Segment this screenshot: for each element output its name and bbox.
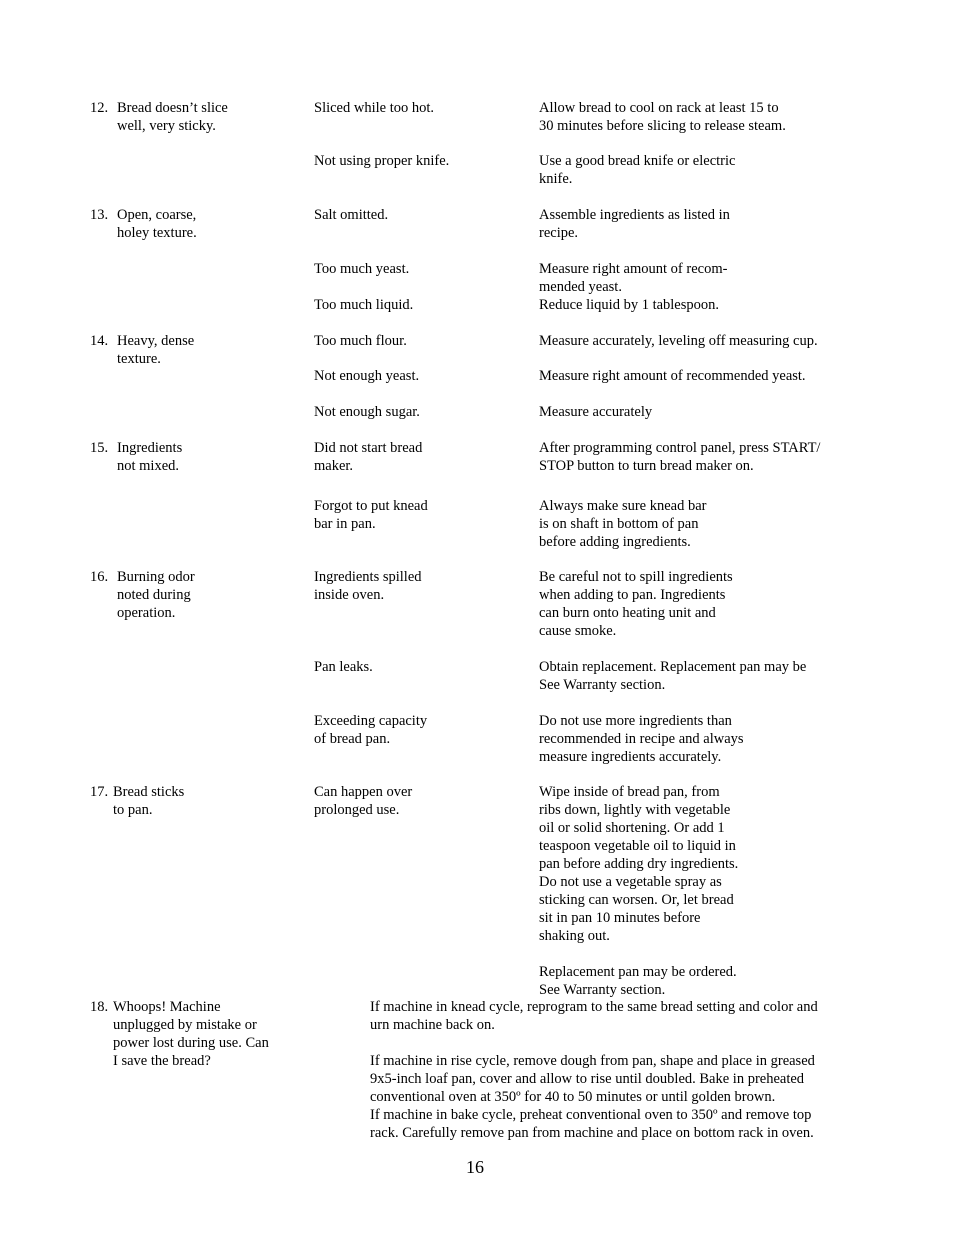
- remedy-text-line: See Warranty section.: [539, 677, 666, 693]
- remedy-text-line: when adding to pan. Ingredients: [539, 587, 726, 603]
- remedy-text-line: Use a good bread knife or electric: [539, 153, 736, 169]
- cause-text-line: Too much liquid.: [314, 297, 414, 313]
- remedy-text-line: Reduce liquid by 1 tablespoon.: [539, 297, 720, 313]
- problem-item: [90, 332, 194, 368]
- cause-text: [314, 712, 427, 748]
- remedy-text: [539, 152, 735, 188]
- cause-text: [314, 260, 409, 278]
- problem-text: Bread sticks: [113, 784, 185, 800]
- remedy-text: [370, 998, 818, 1034]
- page-number: 16: [466, 1157, 484, 1177]
- remedy-text-line: Always make sure knead bar: [539, 498, 707, 514]
- remedy-text: [370, 1052, 815, 1142]
- problem-text: not mixed.: [117, 458, 180, 474]
- remedy-text-line: 30 minutes before slicing to release steam.: [539, 118, 786, 134]
- cause-text-line: Not using proper knife.: [314, 153, 450, 169]
- remedy-text: [539, 439, 820, 475]
- remedy-text: [539, 206, 730, 242]
- cause-text: [314, 152, 449, 170]
- cause-text-line: Can happen over: [314, 784, 413, 800]
- problem-text: texture.: [117, 351, 161, 367]
- problem-item: [90, 99, 228, 135]
- remedy-text-line: is on shaft in bottom of pan: [539, 516, 699, 532]
- remedy-text: [539, 783, 738, 945]
- remedy-text-line: If machine in rise cycle, remove dough from pan, shape and place in greased: [370, 1053, 815, 1069]
- cause-text: [314, 568, 422, 604]
- remedy-text-line: If machine in bake cycle, preheat conventional oven to 350º and remove top: [370, 1107, 812, 1123]
- remedy-text-line: shaking out.: [539, 928, 610, 944]
- problem-item: [90, 998, 269, 1070]
- problem-text: power lost during use. Can: [113, 1035, 269, 1051]
- remedy-text-line: Do not use more ingredients than: [539, 713, 732, 729]
- remedy-text: [539, 332, 818, 350]
- remedy-text-line: Replacement pan may be ordered.: [539, 964, 737, 980]
- problem-item: [90, 206, 197, 242]
- remedy-text: [539, 568, 733, 640]
- remedy-text: [539, 260, 727, 296]
- problem-text: well, very sticky.: [117, 118, 216, 134]
- remedy-text-line: Measure accurately: [539, 404, 653, 420]
- remedy-text-line: conventional oven at 350º for 40 to 50 minutes or until golden brown.: [370, 1089, 776, 1105]
- cause-text-line: Exceeding capacity: [314, 713, 428, 729]
- problem-number: 18.: [90, 999, 109, 1015]
- problem-text: to pan.: [113, 802, 153, 818]
- problem-number: 16.: [90, 569, 109, 585]
- remedy-text-line: sit in pan 10 minutes before: [539, 910, 701, 926]
- cause-text: [314, 783, 412, 819]
- remedy-text-line: STOP button to turn bread maker on.: [539, 458, 754, 474]
- remedy-text-line: sticking can worsen. Or, let bread: [539, 892, 734, 908]
- cause-text-line: inside oven.: [314, 587, 385, 603]
- problem-number: 17.: [90, 784, 109, 800]
- remedy-text: [539, 296, 719, 314]
- cause-text: [314, 403, 420, 421]
- problem-text: Open, coarse,: [117, 207, 197, 223]
- problem-text: operation.: [117, 605, 176, 621]
- remedy-text: [539, 99, 786, 135]
- remedy-text-line: pan before adding dry ingredients.: [539, 856, 739, 872]
- remedy-text-line: mended yeast.: [539, 279, 622, 295]
- remedy-text-line: knife.: [539, 171, 573, 187]
- cause-text: [314, 367, 419, 385]
- cause-text-line: of bread pan.: [314, 731, 391, 747]
- problem-text: I save the bread?: [113, 1053, 211, 1069]
- remedy-text-line: rack. Carefully remove pan from machine and place on bottom rack in oven.: [370, 1125, 814, 1141]
- remedy-text-line: Do not use a vegetable spray as: [539, 874, 722, 890]
- remedy-text-line: teaspoon vegetable oil to liquid in: [539, 838, 736, 854]
- cause-text: [314, 332, 407, 350]
- remedy-text: [539, 963, 737, 999]
- problem-number: 14.: [90, 333, 109, 349]
- remedy-text: [539, 497, 707, 551]
- remedy-text-line: Be careful not to spill ingredients: [539, 569, 733, 585]
- remedy-text-line: urn machine back on.: [370, 1017, 495, 1033]
- remedy-text-line: See Warranty section.: [539, 982, 666, 998]
- cause-text-line: Forgot to put knead: [314, 498, 428, 514]
- remedy-text-line: recipe.: [539, 225, 579, 241]
- remedy-text-line: oil or solid shortening. Or add 1: [539, 820, 725, 836]
- remedy-text-line: Assemble ingredients as listed in: [539, 207, 730, 223]
- remedy-text-line: ribs down, lightly with vegetable: [539, 802, 731, 818]
- problem-text: Burning odor: [117, 569, 195, 585]
- remedy-text-line: 9x5-inch loaf pan, cover and allow to rise until doubled. Bake in preheated: [370, 1071, 805, 1087]
- problem-text: Heavy, dense: [117, 333, 195, 349]
- problem-text: unplugged by mistake or: [113, 1017, 257, 1033]
- problem-item: [90, 783, 184, 819]
- cause-text: [314, 296, 413, 314]
- cause-text-line: bar in pan.: [314, 516, 376, 532]
- problem-text: Ingredients: [117, 440, 183, 456]
- cause-text-line: Did not start bread: [314, 440, 423, 456]
- remedy-text-line: Allow bread to cool on rack at least 15 to: [539, 100, 779, 116]
- problem-text: noted during: [117, 587, 191, 603]
- problem-text: Bread doesn’t slice: [117, 100, 228, 116]
- cause-text: [314, 99, 434, 117]
- problem-number: 15.: [90, 440, 109, 456]
- problem-text: Whoops! Machine: [113, 999, 221, 1015]
- cause-text: [314, 439, 422, 475]
- cause-text-line: maker.: [314, 458, 354, 474]
- remedy-text-line: Measure accurately, leveling off measuring cup.: [539, 333, 818, 349]
- remedy-text-line: Measure right amount of recom-: [539, 261, 728, 277]
- remedy-text: [539, 658, 806, 694]
- remedy-text-line: can burn onto heating unit and: [539, 605, 716, 621]
- remedy-text: [539, 403, 652, 421]
- remedy-text-line: After programming control panel, press START/: [539, 440, 821, 456]
- remedy-text-line: measure ingredients accurately.: [539, 749, 722, 765]
- cause-text: [314, 658, 373, 676]
- problem-item: [90, 439, 182, 475]
- cause-text: [314, 497, 428, 533]
- problem-text: holey texture.: [117, 225, 197, 241]
- remedy-text-line: cause smoke.: [539, 623, 617, 639]
- remedy-text: [539, 367, 806, 385]
- remedy-text-line: recommended in recipe and always: [539, 731, 744, 747]
- cause-text-line: prolonged use.: [314, 802, 400, 818]
- cause-text-line: Too much yeast.: [314, 261, 410, 277]
- remedy-text-line: Measure right amount of recommended yeast.: [539, 368, 806, 384]
- remedy-text-line: If machine in knead cycle, reprogram to the same bread setting and color and: [370, 999, 818, 1015]
- cause-text-line: Salt omitted.: [314, 207, 389, 223]
- problem-number: 12.: [90, 100, 109, 116]
- cause-text-line: Too much flour.: [314, 333, 407, 349]
- cause-text-line: Not enough yeast.: [314, 368, 420, 384]
- remedy-text-line: before adding ingredients.: [539, 534, 691, 550]
- remedy-text-line: Wipe inside of bread pan, from: [539, 784, 720, 800]
- problem-item: [90, 568, 195, 622]
- problem-number: 13.: [90, 207, 109, 223]
- cause-text-line: Ingredients spilled: [314, 569, 422, 585]
- cause-text-line: Sliced while too hot.: [314, 100, 435, 116]
- cause-text-line: Not enough sugar.: [314, 404, 420, 420]
- cause-text-line: Pan leaks.: [314, 659, 373, 675]
- remedy-text: [539, 712, 744, 766]
- cause-text: [314, 206, 388, 224]
- remedy-text-line: Obtain replacement. Replacement pan may be: [539, 659, 807, 675]
